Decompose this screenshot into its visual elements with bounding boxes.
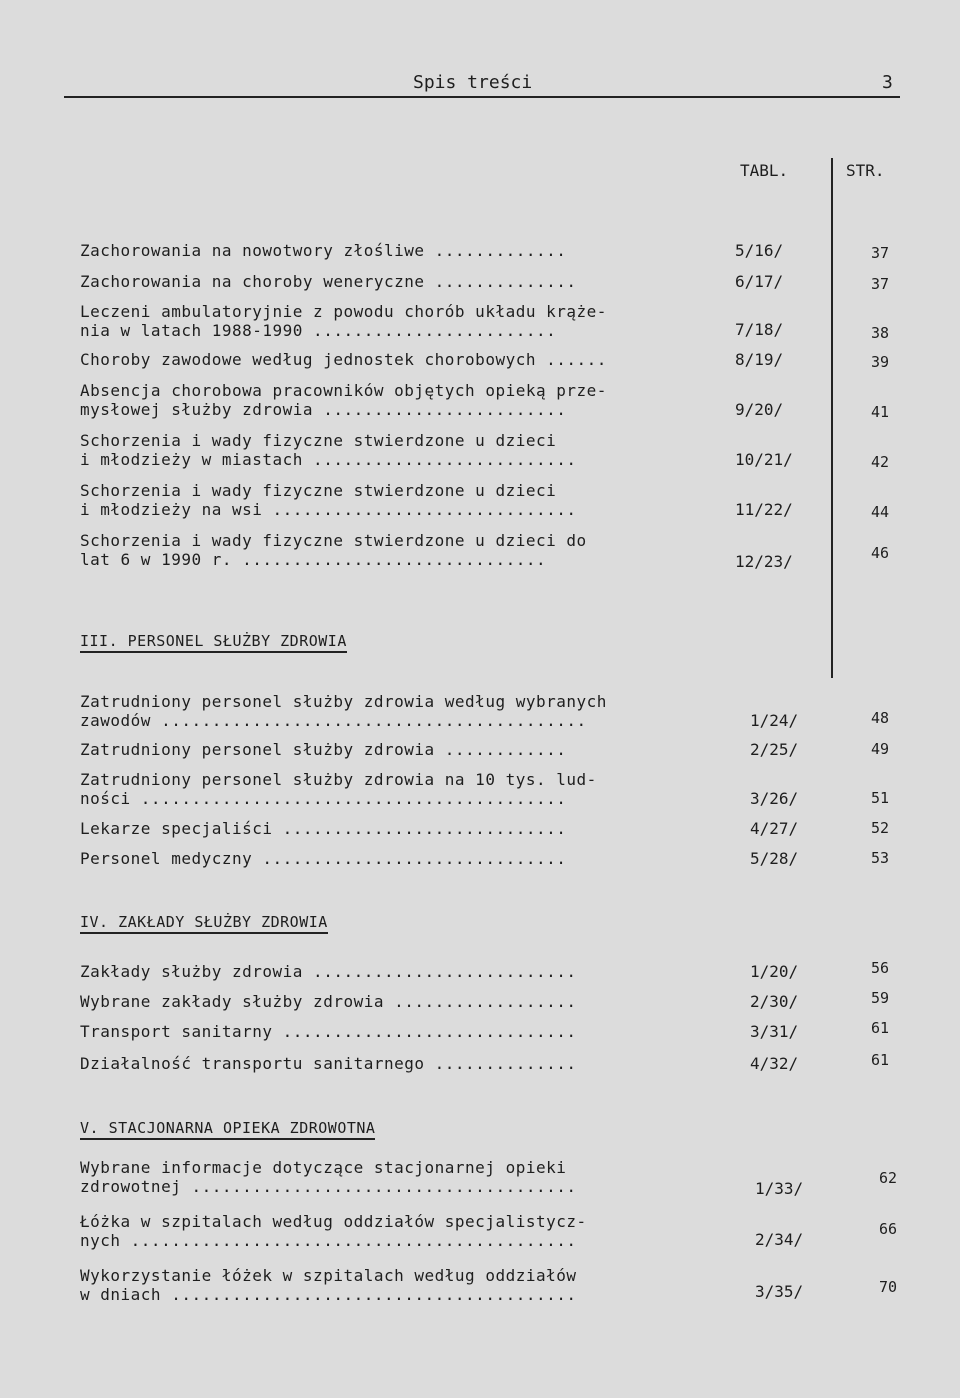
entry-table-number: 2/25/ <box>750 740 799 759</box>
entry-page-number: 44 <box>871 503 890 521</box>
entry-table-number: 11/22/ <box>735 500 793 519</box>
entry-table-number: 7/18/ <box>735 320 784 339</box>
entry-title: Zatrudniony personel służby zdrowia ............ <box>80 740 567 759</box>
entry-title: Absencja chorobowa pracowników objętych opieką prze- mysłowej służby zdrowia ........................ <box>80 381 607 419</box>
entry-title: Zatrudniony personel służby zdrowia według wybranych zawodów .......................................... <box>80 692 607 730</box>
entry-page-number: 70 <box>879 1278 898 1296</box>
entry-table-number: 3/35/ <box>755 1282 804 1301</box>
entry-title: Zachorowania na nowotwory złośliwe ............. <box>80 241 567 260</box>
section-heading-inpatient-care: V. STACJONARNA OPIEKA ZDROWOTNA <box>80 1119 375 1140</box>
section-heading-facilities: IV. ZAKŁADY SŁUŻBY ZDROWIA <box>80 913 328 934</box>
entry-title: Wybrane zakłady służby zdrowia .................. <box>80 992 577 1011</box>
entry-page-number: 61 <box>871 1051 890 1069</box>
entry-page-number: 62 <box>879 1169 898 1187</box>
entry-title: Łóżka w szpitalach według oddziałów specjalistycz- nych ............................................ <box>80 1212 587 1250</box>
page-number: 3 <box>882 72 893 93</box>
entry-title: Działalność transportu sanitarnego .............. <box>80 1054 577 1073</box>
page-title: Spis treści <box>413 72 533 93</box>
entry-table-number: 9/20/ <box>735 400 784 419</box>
entry-title: Choroby zawodowe według jednostek chorobowych ...... <box>80 350 607 369</box>
entry-table-number: 5/28/ <box>750 849 799 868</box>
entry-page-number: 41 <box>871 403 890 421</box>
entry-table-number: 4/27/ <box>750 819 799 838</box>
entry-table-number: 10/21/ <box>735 450 793 469</box>
entry-title: Schorzenia i wady fizyczne stwierdzone u dzieci i młodzieży na wsi .............................. <box>80 481 577 519</box>
entry-table-number: 2/34/ <box>755 1230 804 1249</box>
entry-title: Zatrudniony personel służby zdrowia na 10 tys. lud- ności .......................................... <box>80 770 597 808</box>
entry-table-number: 4/32/ <box>750 1054 799 1073</box>
entry-page-number: 37 <box>871 244 890 262</box>
entry-title: Zachorowania na choroby weneryczne .............. <box>80 272 577 291</box>
entry-page-number: 37 <box>871 275 890 293</box>
entry-page-number: 46 <box>871 544 890 562</box>
column-divider <box>831 158 833 678</box>
entry-title: Lekarze specjaliści ............................ <box>80 819 567 838</box>
header-divider <box>64 96 900 98</box>
entry-title: Zakłady służby zdrowia .......................... <box>80 962 577 981</box>
entry-title: Personel medyczny .............................. <box>80 849 567 868</box>
entry-title: Schorzenia i wady fizyczne stwierdzone u dzieci i młodzieży w miastach .......................... <box>80 431 577 469</box>
entry-page-number: 38 <box>871 324 890 342</box>
entry-title: Wybrane informacje dotyczące stacjonarnej opieki zdrowotnej ...................................... <box>80 1158 577 1196</box>
entry-page-number: 51 <box>871 789 890 807</box>
entry-title: Leczeni ambulatoryjnie z powodu chorób układu krąże- nia w latach 1988-1990 ........................ <box>80 302 607 340</box>
entry-title: Schorzenia i wady fizyczne stwierdzone u dzieci do lat 6 w 1990 r. .............................. <box>80 531 587 569</box>
column-header-str: STR. <box>846 161 885 180</box>
entry-table-number: 5/16/ <box>735 241 784 260</box>
entry-page-number: 56 <box>871 959 890 977</box>
entry-title: Wykorzystanie łóżek w szpitalach według oddziałów w dniach ........................................ <box>80 1266 577 1304</box>
entry-table-number: 1/33/ <box>755 1179 804 1198</box>
entry-page-number: 52 <box>871 819 890 837</box>
entry-page-number: 48 <box>871 709 890 727</box>
entry-page-number: 53 <box>871 849 890 867</box>
entry-table-number: 3/26/ <box>750 789 799 808</box>
entry-table-number: 1/20/ <box>750 962 799 981</box>
column-header-tabl: TABL. <box>740 161 789 180</box>
entry-page-number: 61 <box>871 1019 890 1037</box>
entry-table-number: 2/30/ <box>750 992 799 1011</box>
entry-table-number: 12/23/ <box>735 552 793 571</box>
entry-page-number: 39 <box>871 353 890 371</box>
entry-table-number: 6/17/ <box>735 272 784 291</box>
entry-table-number: 8/19/ <box>735 350 784 369</box>
entry-page-number: 49 <box>871 740 890 758</box>
entry-page-number: 59 <box>871 989 890 1007</box>
entry-table-number: 1/24/ <box>750 711 799 730</box>
section-heading-personnel: III. PERSONEL SŁUŻBY ZDROWIA <box>80 632 347 653</box>
entry-table-number: 3/31/ <box>750 1022 799 1041</box>
entry-title: Transport sanitarny ............................. <box>80 1022 577 1041</box>
entry-page-number: 66 <box>879 1220 898 1238</box>
entry-page-number: 42 <box>871 453 890 471</box>
